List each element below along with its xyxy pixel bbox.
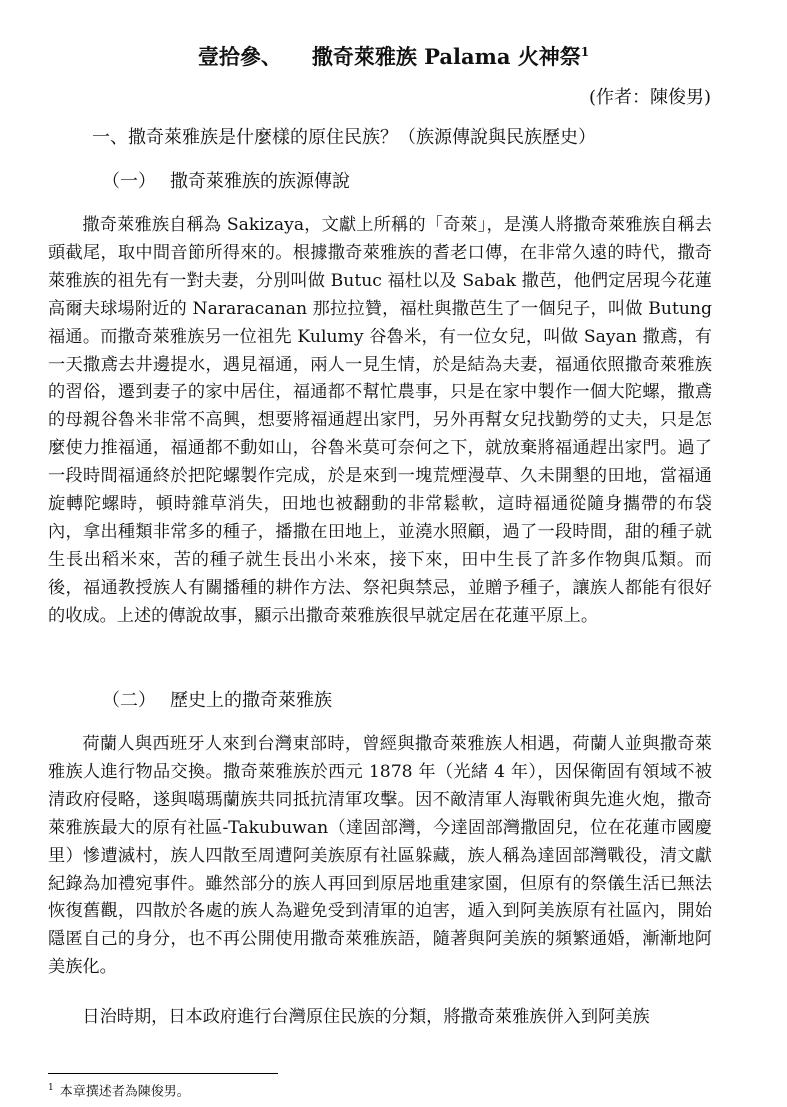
chapter-title-text: 撒奇萊雅族 Palama 火神祭 bbox=[311, 44, 581, 69]
chapter-title bbox=[0, 36, 787, 73]
subsection-title: 歷史上的撒奇萊雅族 bbox=[170, 690, 332, 711]
paragraph-history: 荷蘭人與西班牙人來到台灣東部時，曾經與撒奇萊雅族人相遇，荷蘭人並與撒奇萊雅族人進行物品交換。撒奇萊雅族於西元 1878 年（光緒 4 年），因保衛固有領域不被清政府侵略，遂與噶瑪蘭族共同抵抗清軍攻擊。因不敵清軍人海戰術與先進火炮，撒奇萊雅族最大的原有社區-Takubuwan（達固部灣，今達固部灣撒固兒，位在花蓮市國慶里）慘遭滅村，族人四散至周遭阿美族原有社區躲藏，族人稱為達固部灣戰役，清文獻紀錄為加禮宛事件。雖然部分的族人再回到原居地重建家園，但原有的祭儀生活已無法恢復舊觀，四散於各處的族人為避免受到清軍的迫害，遁入到阿美族原有社區內，開始隱匿自己的身分，也不再公開使用撒奇萊雅族語，隨著與阿美族的頻繁通婚，漸漸地阿美族化。 bbox=[48, 734, 712, 978]
subsection-heading-origin bbox=[102, 168, 350, 196]
chapter-number: 壹拾參、 bbox=[197, 44, 282, 69]
paragraph-japanese-era: 日治時期，日本政府進行台灣原住民族的分類，將撒奇萊雅族併入到阿美族 bbox=[82, 1007, 650, 1027]
footnote bbox=[48, 1078, 190, 1102]
subsection-heading-history bbox=[102, 687, 332, 715]
paragraph-origin-legend: 撒奇萊雅族自稱為 Sakizaya，文獻上所稱的「奇萊」，是漢人將撒奇萊雅族自稱去頭截尾，取中間音節所得來的。根據撒奇萊雅族的耆老口傳，在非常久遠的時代，撒奇萊雅族的祖先有一對夫妻，分別叫做 Butuc 福杜以及 Sabak 撒芭，他們定居現今花蓮高爾夫球場附近的 Nararacanan 那拉拉贊，福杜與撒芭生了一個兒子，叫做 Butung 福通。而撒奇萊雅族另一位祖先 Kulumy 谷魯米，有一位女兒，叫做 Sayan 撒鳶，有一天撒鳶去井邊提水，遇見福通，兩人一見生情，於是結為夫妻，福通依照撒奇萊雅族的習俗，遷到妻子的家中居住，福通都不幫忙農事，只是在家中製作一個大陀螺，撒鳶的母親谷魯米非常不高興，想要將福通趕出家門，另外再幫女兒找勤勞的丈夫，只是怎麼使力推福通，福通都不動如山，谷魯米莫可奈何之下，就放棄將福通趕出家門。過了一段時間福通終於把陀螺製作完成，於是來到一塊荒煙漫草、久未開墾的田地，當福通旋轉陀螺時，頓時雜草消失，田地也被翻動的非常鬆軟，這時福通從隨身攜帶的布袋內，拿出種類非常多的種子，播撒在田地上，並澆水照顧，過了一段時間，甜的種子就生長出稻米來，苦的種子就生長出小米來，接下來，田中生長了許多作物與瓜類。而後，福通教授族人有關播種的耕作方法、祭祀與禁忌，並贈予種子，讓族人都能有很好的收成。上述的傳說故事，顯示出撒奇萊雅族很早就定居在花蓮平原上。 bbox=[48, 215, 712, 626]
subsection-label: （二） bbox=[102, 690, 156, 711]
subsection-label: （一） bbox=[102, 171, 156, 192]
section-heading: 一、撒奇萊雅族是什麼樣的原住民族？（族源傳說與民族歷史） bbox=[92, 127, 596, 148]
author-line: (作者：陳俊男) bbox=[588, 87, 711, 108]
subsection-title: 撒奇萊雅族的族源傳說 bbox=[170, 171, 350, 192]
footnote-reference: 1 bbox=[580, 45, 590, 59]
footnote-mark: 1 bbox=[48, 1083, 54, 1093]
footnote-divider bbox=[48, 1073, 278, 1074]
footnote-text: 本章撰述者為陳俊男。 bbox=[59, 1084, 190, 1100]
